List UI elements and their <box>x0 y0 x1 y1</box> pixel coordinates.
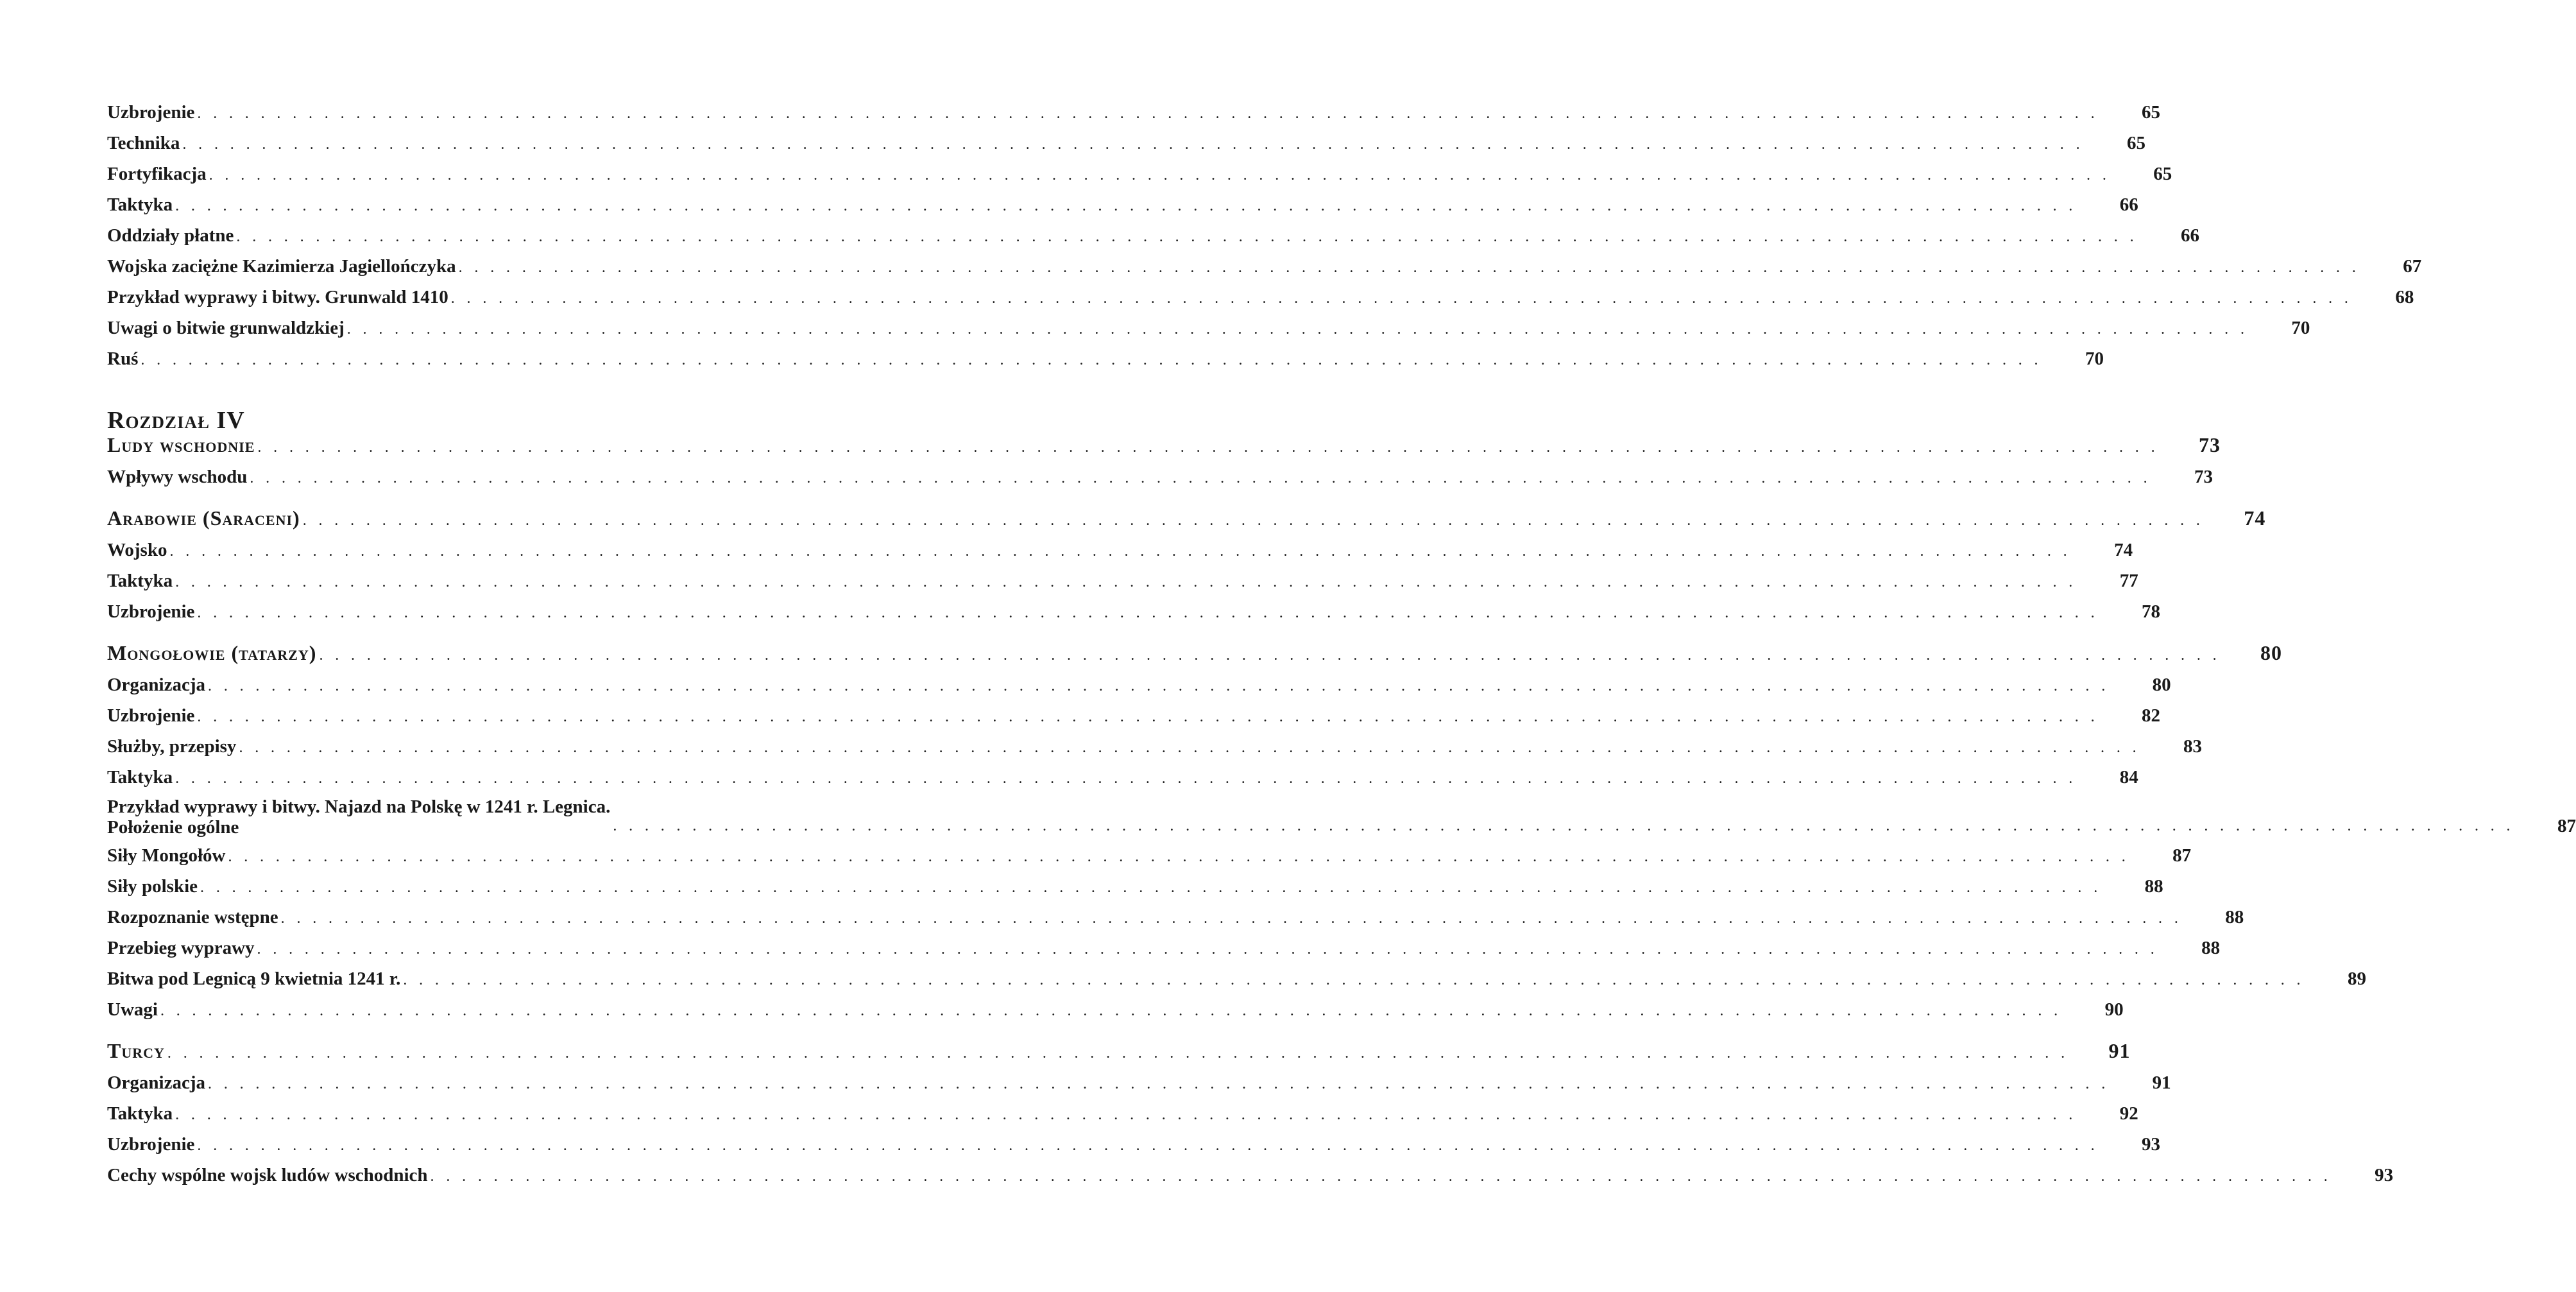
entry-title: Turcy <box>107 1039 165 1062</box>
dot-leader: . . . . . . . . . . . . . . . . . . . . . . . . . . . . . . . . . . . . . . . . . . . . . . . . . . . . . . . . . . . . . . . . . . . . . . . . . . . . . . . . . . . . . . . . . . . . . . . . . . . . . . . . . . . . . . . . . . . . . . . . <box>182 136 2084 153</box>
toc-entry-taktyka <box>107 1102 2138 1133</box>
dot-leader: . . . . . . . . . . . . . . . . . . . . . . . . . . . . . . . . . . . . . . . . . . . . . . . . . . . . . . . . . . . . . . . . . . . . . . . . . . . . . . . . . . . . . . . . . . . . . . . . . . . . . . . . . . . . . . . . . . . . . . . . <box>613 818 2514 834</box>
toc-entry-sluzby-przepisy <box>107 735 2203 766</box>
entry-title: Cechy wspólne wojsk ludów wschodnich <box>107 1165 428 1185</box>
toc-entry-sily-polskie <box>107 875 2163 906</box>
dot-leader: . . . . . . . . . . . . . . . . . . . . . . . . . . . . . . . . . . . . . . . . . . . . . . . . . . . . . . . . . . . . . . . . . . . . . . . . . . . . . . . . . . . . . . . . . . . . . . . . . . . . . . . . . . . . . . . . . . . . . . . . <box>175 198 2077 214</box>
dot-leader: . . . . . . . . . . . . . . . . . . . . . . . . . . . . . . . . . . . . . . . . . . . . . . . . . . . . . . . . . . . . . . . . . . . . . . . . . . . . . . . . . . . . . . . . . . . . . . . . . . . . . . . . . . . . . . . . . . . . . . . . <box>200 879 2102 896</box>
page-number: 88 <box>2225 907 2244 927</box>
page-number: 93 <box>2142 1134 2160 1155</box>
toc-entry-taktyka <box>107 766 2138 797</box>
page-number: 67 <box>2403 256 2422 277</box>
page-number: 65 <box>2142 102 2160 123</box>
page-number: 92 <box>2119 1103 2138 1124</box>
page-number: 93 <box>2375 1165 2394 1185</box>
entry-title: Uzbrojenie <box>107 705 195 726</box>
dot-leader: . . . . . . . . . . . . . . . . . . . . . . . . . . . . . . . . . . . . . . . . . . . . . . . . . . . . . . . . . . . . . . . . . . . . . . . . . . . . . . . . . . . . . . . . . . . . . . . . . . . . . . . . . . . . . . . . . . . . . . . . <box>175 1107 2077 1123</box>
entry-title: Taktyka <box>107 767 173 788</box>
toc-entry-organizacja <box>107 1071 2171 1102</box>
entry-title: Taktyka <box>107 194 173 215</box>
dot-leader: . . . . . . . . . . . . . . . . . . . . . . . . . . . . . . . . . . . . . . . . . . . . . . . . . . . . . . . . . . . . . . . . . . . . . . . . . . . . . . . . . . . . . . . . . . . . . . . . . . . . . . . . . . . . . . . . . . . . . . . . <box>228 848 2130 865</box>
toc-entry-organizacja <box>107 673 2171 704</box>
page-number: 88 <box>2201 938 2221 958</box>
page-number: 70 <box>2291 318 2310 338</box>
dot-leader: . . . . . . . . . . . . . . . . . . . . . . . . . . . . . . . . . . . . . . . . . . . . . . . . . . . . . . . . . . . . . . . . . . . . . . . . . . . . . . . . . . . . . . . . . . . . . . . . . . . . . . . . . . . . . . . . . . . . . . . . <box>430 1168 2332 1185</box>
page-number: 77 <box>2119 571 2138 591</box>
entry-title: Organizacja <box>107 675 206 695</box>
toc-entry-uzbrojenie <box>107 101 2160 132</box>
toc-entry-uwagi-o-bitwie-grunwaldzkiej <box>107 316 2310 347</box>
page-number: 68 <box>2395 287 2414 307</box>
page-number: 65 <box>2153 164 2172 184</box>
entry-title: Uwagi <box>107 999 158 1020</box>
toc-entry-bitwa-pod-legnica-9-kwietnia-1241-r <box>107 967 2366 998</box>
page-number: 90 <box>2104 999 2124 1020</box>
toc-entry-fortyfikacja <box>107 162 2172 193</box>
dot-leader: . . . . . . . . . . . . . . . . . . . . . . . . . . . . . . . . . . . . . . . . . . . . . . . . . . . . . . . . . . . . . . . . . . . . . . . . . . . . . . . . . . . . . . . . . . . . . . . . . . . . . . . . . . . . . . . . . . . . . . . . <box>208 1076 2110 1092</box>
toc-entry-cechy-wspolne-wojsk-ludow-wschodnich <box>107 1164 2394 1194</box>
entry-title: Uzbrojenie <box>107 102 195 123</box>
toc-entry-przyklad-wyprawy-i-bitwy-najazd-na-polske-w-1241-r-legnica-polozenie-ogolne <box>107 797 2576 844</box>
toc-entry-przebieg-wyprawy <box>107 936 2221 967</box>
entry-title: Taktyka <box>107 571 173 591</box>
dot-leader: . . . . . . . . . . . . . . . . . . . . . . . . . . . . . . . . . . . . . . . . . . . . . . . . . . . . . . . . . . . . . . . . . . . . . . . . . . . . . . . . . . . . . . . . . . . . . . . . . . . . . . . . . . . . . . . . . . . . . . . . <box>160 1003 2062 1019</box>
dot-leader: . . . . . . . . . . . . . . . . . . . . . . . . . . . . . . . . . . . . . . . . . . . . . . . . . . . . . . . . . . . . . . . . . . . . . . . . . . . . . . . . . . . . . . . . . . . . . . . . . . . . . . . . . . . . . . . . . . . . . . . . <box>450 290 2353 307</box>
page-number: 78 <box>2142 601 2160 622</box>
page-number: 91 <box>2108 1039 2131 1062</box>
toc-entry-uzbrojenie <box>107 1133 2160 1164</box>
toc-heading-ludy-wschodnie <box>107 433 2221 465</box>
toc-heading-mongolowie-tatarzy <box>107 641 2283 673</box>
entry-title: Przykład wyprawy i bitwy. Grunwald 1410 <box>107 287 448 307</box>
page-number: 82 <box>2142 705 2160 726</box>
dot-leader: . . . . . . . . . . . . . . . . . . . . . . . . . . . . . . . . . . . . . . . . . . . . . . . . . . . . . . . . . . . . . . . . . . . . . . . . . . . . . . . . . . . . . . . . . . . . . . . . . . . . . . . . . . . . . . . . . . . . . . . . <box>197 105 2099 122</box>
page-number: 80 <box>2152 675 2171 695</box>
toc-entry-wojsko <box>107 538 2133 569</box>
dot-leader: . . . . . . . . . . . . . . . . . . . . . . . . . . . . . . . . . . . . . . . . . . . . . . . . . . . . . . . . . . . . . . . . . . . . . . . . . . . . . . . . . . . . . . . . . . . . . . . . . . . . . . . . . . . . . . . . . . . . . . . . <box>236 228 2138 245</box>
entry-title-line: Położenie ogólne <box>107 817 239 838</box>
page-number: 91 <box>2152 1072 2171 1093</box>
page-number: 74 <box>2114 540 2133 560</box>
toc-entry-uzbrojenie <box>107 600 2160 631</box>
toc-entry-uwagi <box>107 998 2124 1029</box>
dot-leader: . . . . . . . . . . . . . . . . . . . . . . . . . . . . . . . . . . . . . . . . . . . . . . . . . . . . . . . . . . . . . . . . . . . . . . . . . . . . . . . . . . . . . . . . . . . . . . . . . . . . . . . . . . . . . . . . . . . . . . . . <box>175 574 2077 590</box>
page-number: 65 <box>2126 133 2145 153</box>
toc-entry-taktyka <box>107 193 2138 224</box>
dot-leader: . . . . . . . . . . . . . . . . . . . . . . . . . . . . . . . . . . . . . . . . . . . . . . . . . . . . . . . . . . . . . . . . . . . . . . . . . . . . . . . . . . . . . . . . . . . . . . . . . . . . . . . . . . . . . . . . . . . . . . . . <box>197 605 2099 621</box>
toc-entry-wplywy-wschodu <box>107 465 2213 496</box>
dot-leader: . . . . . . . . . . . . . . . . . . . . . . . . . . . . . . . . . . . . . . . . . . . . . . . . . . . . . . . . . . . . . . . . . . . . . . . . . . . . . . . . . . . . . . . . . . . . . . . . . . . . . . . . . . . . . . . . . . . . . . . . <box>169 543 2072 560</box>
entry-title: Ruś <box>107 349 139 369</box>
page-number: 84 <box>2119 767 2138 788</box>
entry-title: Wojska zaciężne Kazimierza Jagiellończyka <box>107 256 456 277</box>
page-number: 80 <box>2260 641 2283 664</box>
entry-title: Uzbrojenie <box>107 1134 195 1155</box>
entry-title: Siły Mongołów <box>107 845 226 866</box>
dot-leader: . . . . . . . . . . . . . . . . . . . . . . . . . . . . . . . . . . . . . . . . . . . . . . . . . . . . . . . . . . . . . . . . . . . . . . . . . . . . . . . . . . . . . . . . . . . . . . . . . . . . . . . . . . . . . . . . . . . . . . . . <box>403 972 2305 988</box>
page-number: 83 <box>2183 736 2203 757</box>
dot-leader: . . . . . . . . . . . . . . . . . . . . . . . . . . . . . . . . . . . . . . . . . . . . . . . . . . . . . . . . . . . . . . . . . . . . . . . . . . . . . . . . . . . . . . . . . . . . . . . . . . . . . . . . . . . . . . . . . . . . . . . . <box>175 770 2077 787</box>
dot-leader: . . . . . . . . . . . . . . . . . . . . . . . . . . . . . . . . . . . . . . . . . . . . . . . . . . . . . . . . . . . . . . . . . . . . . . . . . . . . . . . . . . . . . . . . . . . . . . . . . . . . . . . . . . . . . . . . . . . . . . . . <box>250 470 2151 487</box>
entry-title: Arabowie (Saraceni) <box>107 506 300 530</box>
entry-title: Mongołowie (tatarzy) <box>107 641 317 664</box>
toc-entry-rus <box>107 347 2104 378</box>
page-number: 87 <box>2172 845 2192 866</box>
dot-leader: . . . . . . . . . . . . . . . . . . . . . . . . . . . . . . . . . . . . . . . . . . . . . . . . . . . . . . . . . . . . . . . . . . . . . . . . . . . . . . . . . . . . . . . . . . . . . . . . . . . . . . . . . . . . . . . . . . . . . . . . <box>197 1137 2099 1154</box>
dot-leader: . . . . . . . . . . . . . . . . . . . . . . . . . . . . . . . . . . . . . . . . . . . . . . . . . . . . . . . . . . . . . . . . . . . . . . . . . . . . . . . . . . . . . . . . . . . . . . . . . . . . . . . . . . . . . . . . . . . . . . . . <box>257 439 2159 456</box>
toc-entry-technika <box>107 132 2145 162</box>
dot-leader: . . . . . . . . . . . . . . . . . . . . . . . . . . . . . . . . . . . . . . . . . . . . . . . . . . . . . . . . . . . . . . . . . . . . . . . . . . . . . . . . . . . . . . . . . . . . . . . . . . . . . . . . . . . . . . . . . . . . . . . . <box>208 678 2110 694</box>
page-number: 87 <box>2557 816 2576 836</box>
entry-title: Oddziały płatne <box>107 225 234 246</box>
page-number: 73 <box>2194 467 2213 487</box>
page-number: 74 <box>2244 506 2266 530</box>
entry-title: Wojsko <box>107 540 167 560</box>
toc-entry-taktyka <box>107 569 2138 600</box>
toc-entry-wojska-zaciezne-kazimierza-jagiellonczyka <box>107 255 2422 286</box>
toc-heading-turcy <box>107 1039 2131 1071</box>
toc-heading-arabowie-saraceni <box>107 506 2266 538</box>
entry-title: Fortyfikacja <box>107 164 207 184</box>
toc-entry-rozpoznanie-wstepne <box>107 906 2244 936</box>
entry-title: Rozpoznanie wstępne <box>107 907 278 927</box>
dot-leader: . . . . . . . . . . . . . . . . . . . . . . . . . . . . . . . . . . . . . . . . . . . . . . . . . . . . . . . . . . . . . . . . . . . . . . . . . . . . . . . . . . . . . . . . . . . . . . . . . . . . . . . . . . . . . . . . . . . . . . . . <box>209 167 2111 184</box>
entry-title-line: Przykład wyprawy i bitwy. Najazd na Polskę w 1241 r. Legnica. <box>107 797 611 817</box>
dot-leader: . . . . . . . . . . . . . . . . . . . . . . . . . . . . . . . . . . . . . . . . . . . . . . . . . . . . . . . . . . . . . . . . . . . . . . . . . . . . . . . . . . . . . . . . . . . . . . . . . . . . . . . . . . . . . . . . . . . . . . . . <box>458 259 2360 276</box>
entry-title: Bitwa pod Legnicą 9 kwietnia 1241 r. <box>107 969 401 989</box>
entry-title: Technika <box>107 133 180 153</box>
toc-entry-uzbrojenie <box>107 704 2160 735</box>
dot-leader: . . . . . . . . . . . . . . . . . . . . . . . . . . . . . . . . . . . . . . . . . . . . . . . . . . . . . . . . . . . . . . . . . . . . . . . . . . . . . . . . . . . . . . . . . . . . . . . . . . . . . . . . . . . . . . . . . . . . . . . . <box>167 1045 2069 1062</box>
page-number: 88 <box>2144 876 2163 897</box>
toc-entry-sily-mongolow <box>107 844 2192 875</box>
entry-title: Przebieg wyprawy <box>107 938 255 958</box>
entry-title: Wpływy wschodu <box>107 467 248 487</box>
entry-title: Ludy wschodnie <box>107 433 255 456</box>
entry-title: Siły polskie <box>107 876 198 897</box>
entry-title: Taktyka <box>107 1103 173 1124</box>
entry-title: Uzbrojenie <box>107 601 195 622</box>
page-number: 73 <box>2198 433 2221 456</box>
toc-entry-przyklad-wyprawy-i-bitwy-grunwald-1410 <box>107 286 2414 316</box>
entry-title <box>107 797 610 838</box>
chapter-title: Rozdział IV <box>107 407 245 434</box>
entry-title: Służby, przepisy <box>107 736 237 757</box>
entry-title: Organizacja <box>107 1072 206 1093</box>
dot-leader: . . . . . . . . . . . . . . . . . . . . . . . . . . . . . . . . . . . . . . . . . . . . . . . . . . . . . . . . . . . . . . . . . . . . . . . . . . . . . . . . . . . . . . . . . . . . . . . . . . . . . . . . . . . . . . . . . . . . . . . . <box>197 709 2099 725</box>
page-number: 66 <box>2181 225 2200 246</box>
page-number: 89 <box>2347 969 2366 989</box>
dot-leader: . . . . . . . . . . . . . . . . . . . . . . . . . . . . . . . . . . . . . . . . . . . . . . . . . . . . . . . . . . . . . . . . . . . . . . . . . . . . . . . . . . . . . . . . . . . . . . . . . . . . . . . . . . . . . . . . . . . . . . . . <box>239 739 2141 756</box>
page-number: 70 <box>2085 349 2104 369</box>
dot-leader: . . . . . . . . . . . . . . . . . . . . . . . . . . . . . . . . . . . . . . . . . . . . . . . . . . . . . . . . . . . . . . . . . . . . . . . . . . . . . . . . . . . . . . . . . . . . . . . . . . . . . . . . . . . . . . . . . . . . . . . . <box>141 352 2042 368</box>
toc-entry-oddzialy-platne <box>107 224 2200 255</box>
table-of-contents <box>107 101 2576 1194</box>
dot-leader: . . . . . . . . . . . . . . . . . . . . . . . . . . . . . . . . . . . . . . . . . . . . . . . . . . . . . . . . . . . . . . . . . . . . . . . . . . . . . . . . . . . . . . . . . . . . . . . . . . . . . . . . . . . . . . . . . . . . . . . . <box>302 512 2205 529</box>
dot-leader: . . . . . . . . . . . . . . . . . . . . . . . . . . . . . . . . . . . . . . . . . . . . . . . . . . . . . . . . . . . . . . . . . . . . . . . . . . . . . . . . . . . . . . . . . . . . . . . . . . . . . . . . . . . . . . . . . . . . . . . . <box>346 321 2249 338</box>
entry-title: Uwagi o bitwie grunwaldzkiej <box>107 318 345 338</box>
dot-leader: . . . . . . . . . . . . . . . . . . . . . . . . . . . . . . . . . . . . . . . . . . . . . . . . . . . . . . . . . . . . . . . . . . . . . . . . . . . . . . . . . . . . . . . . . . . . . . . . . . . . . . . . . . . . . . . . . . . . . . . . <box>257 941 2159 958</box>
page-number: 66 <box>2119 194 2138 215</box>
dot-leader: . . . . . . . . . . . . . . . . . . . . . . . . . . . . . . . . . . . . . . . . . . . . . . . . . . . . . . . . . . . . . . . . . . . . . . . . . . . . . . . . . . . . . . . . . . . . . . . . . . . . . . . . . . . . . . . . . . . . . . . . <box>280 910 2183 927</box>
dot-leader: . . . . . . . . . . . . . . . . . . . . . . . . . . . . . . . . . . . . . . . . . . . . . . . . . . . . . . . . . . . . . . . . . . . . . . . . . . . . . . . . . . . . . . . . . . . . . . . . . . . . . . . . . . . . . . . . . . . . . . . . <box>319 647 2221 664</box>
